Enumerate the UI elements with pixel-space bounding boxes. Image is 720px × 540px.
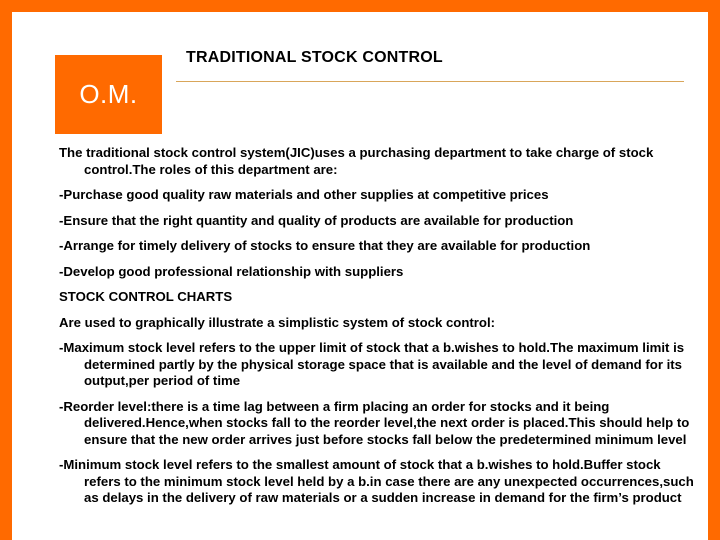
body-paragraph-charts-intro: Are used to graphically illustrate a simplistic system of stock control: (59, 314, 496, 330)
body-paragraph-develop: -Develop good professional relationship with suppliers (59, 263, 404, 279)
body-paragraph-purchase: -Purchase good quality raw materials and other supplies at competitive prices (59, 187, 549, 202)
om-badge (55, 55, 162, 134)
slide-title: TRADITIONAL STOCK CONTROL (186, 49, 443, 66)
title-divider (176, 81, 684, 82)
section-heading-charts: STOCK CONTROL CHARTS (59, 289, 233, 304)
body-paragraph-intro: The traditional stock control system(JIC)uses a purchasing department to take charge of stock control.The roles of this department are: (59, 145, 654, 177)
slide-body (59, 145, 699, 516)
om-badge-label: O.M. (79, 79, 138, 109)
body-paragraph-maximum: -Maximum stock level refers to the upper limit of stock that a b.wishes to hold.The maximum limit is determined partly by the physical storage space that is available and the level of demand for its output,per period of time (59, 340, 685, 388)
body-paragraph-reorder: -Reorder level:there is a time lag between a firm placing an order for stocks and it being delivered.Hence,when stocks fall to the reorder level,the next order is placed.This should help to ensure that the new order arrives just before stocks fall below the predetermined minimum level (59, 398, 690, 447)
body-paragraph-arrange: -Arrange for timely delivery of stocks to ensure that they are available for production (59, 238, 591, 253)
body-paragraph-minimum: -Minimum stock level refers to the smallest amount of stock that a b.wishes to hold.Buffer stock refers to the minimum stock level held by a b.in case there are any unexpected occurrences,such as delays in the delivery of raw materials or a sudden increase in demand for the firm’s product (59, 457, 694, 505)
body-paragraph-ensure: -Ensure that the right quantity and quality of products are available for production (59, 212, 574, 228)
